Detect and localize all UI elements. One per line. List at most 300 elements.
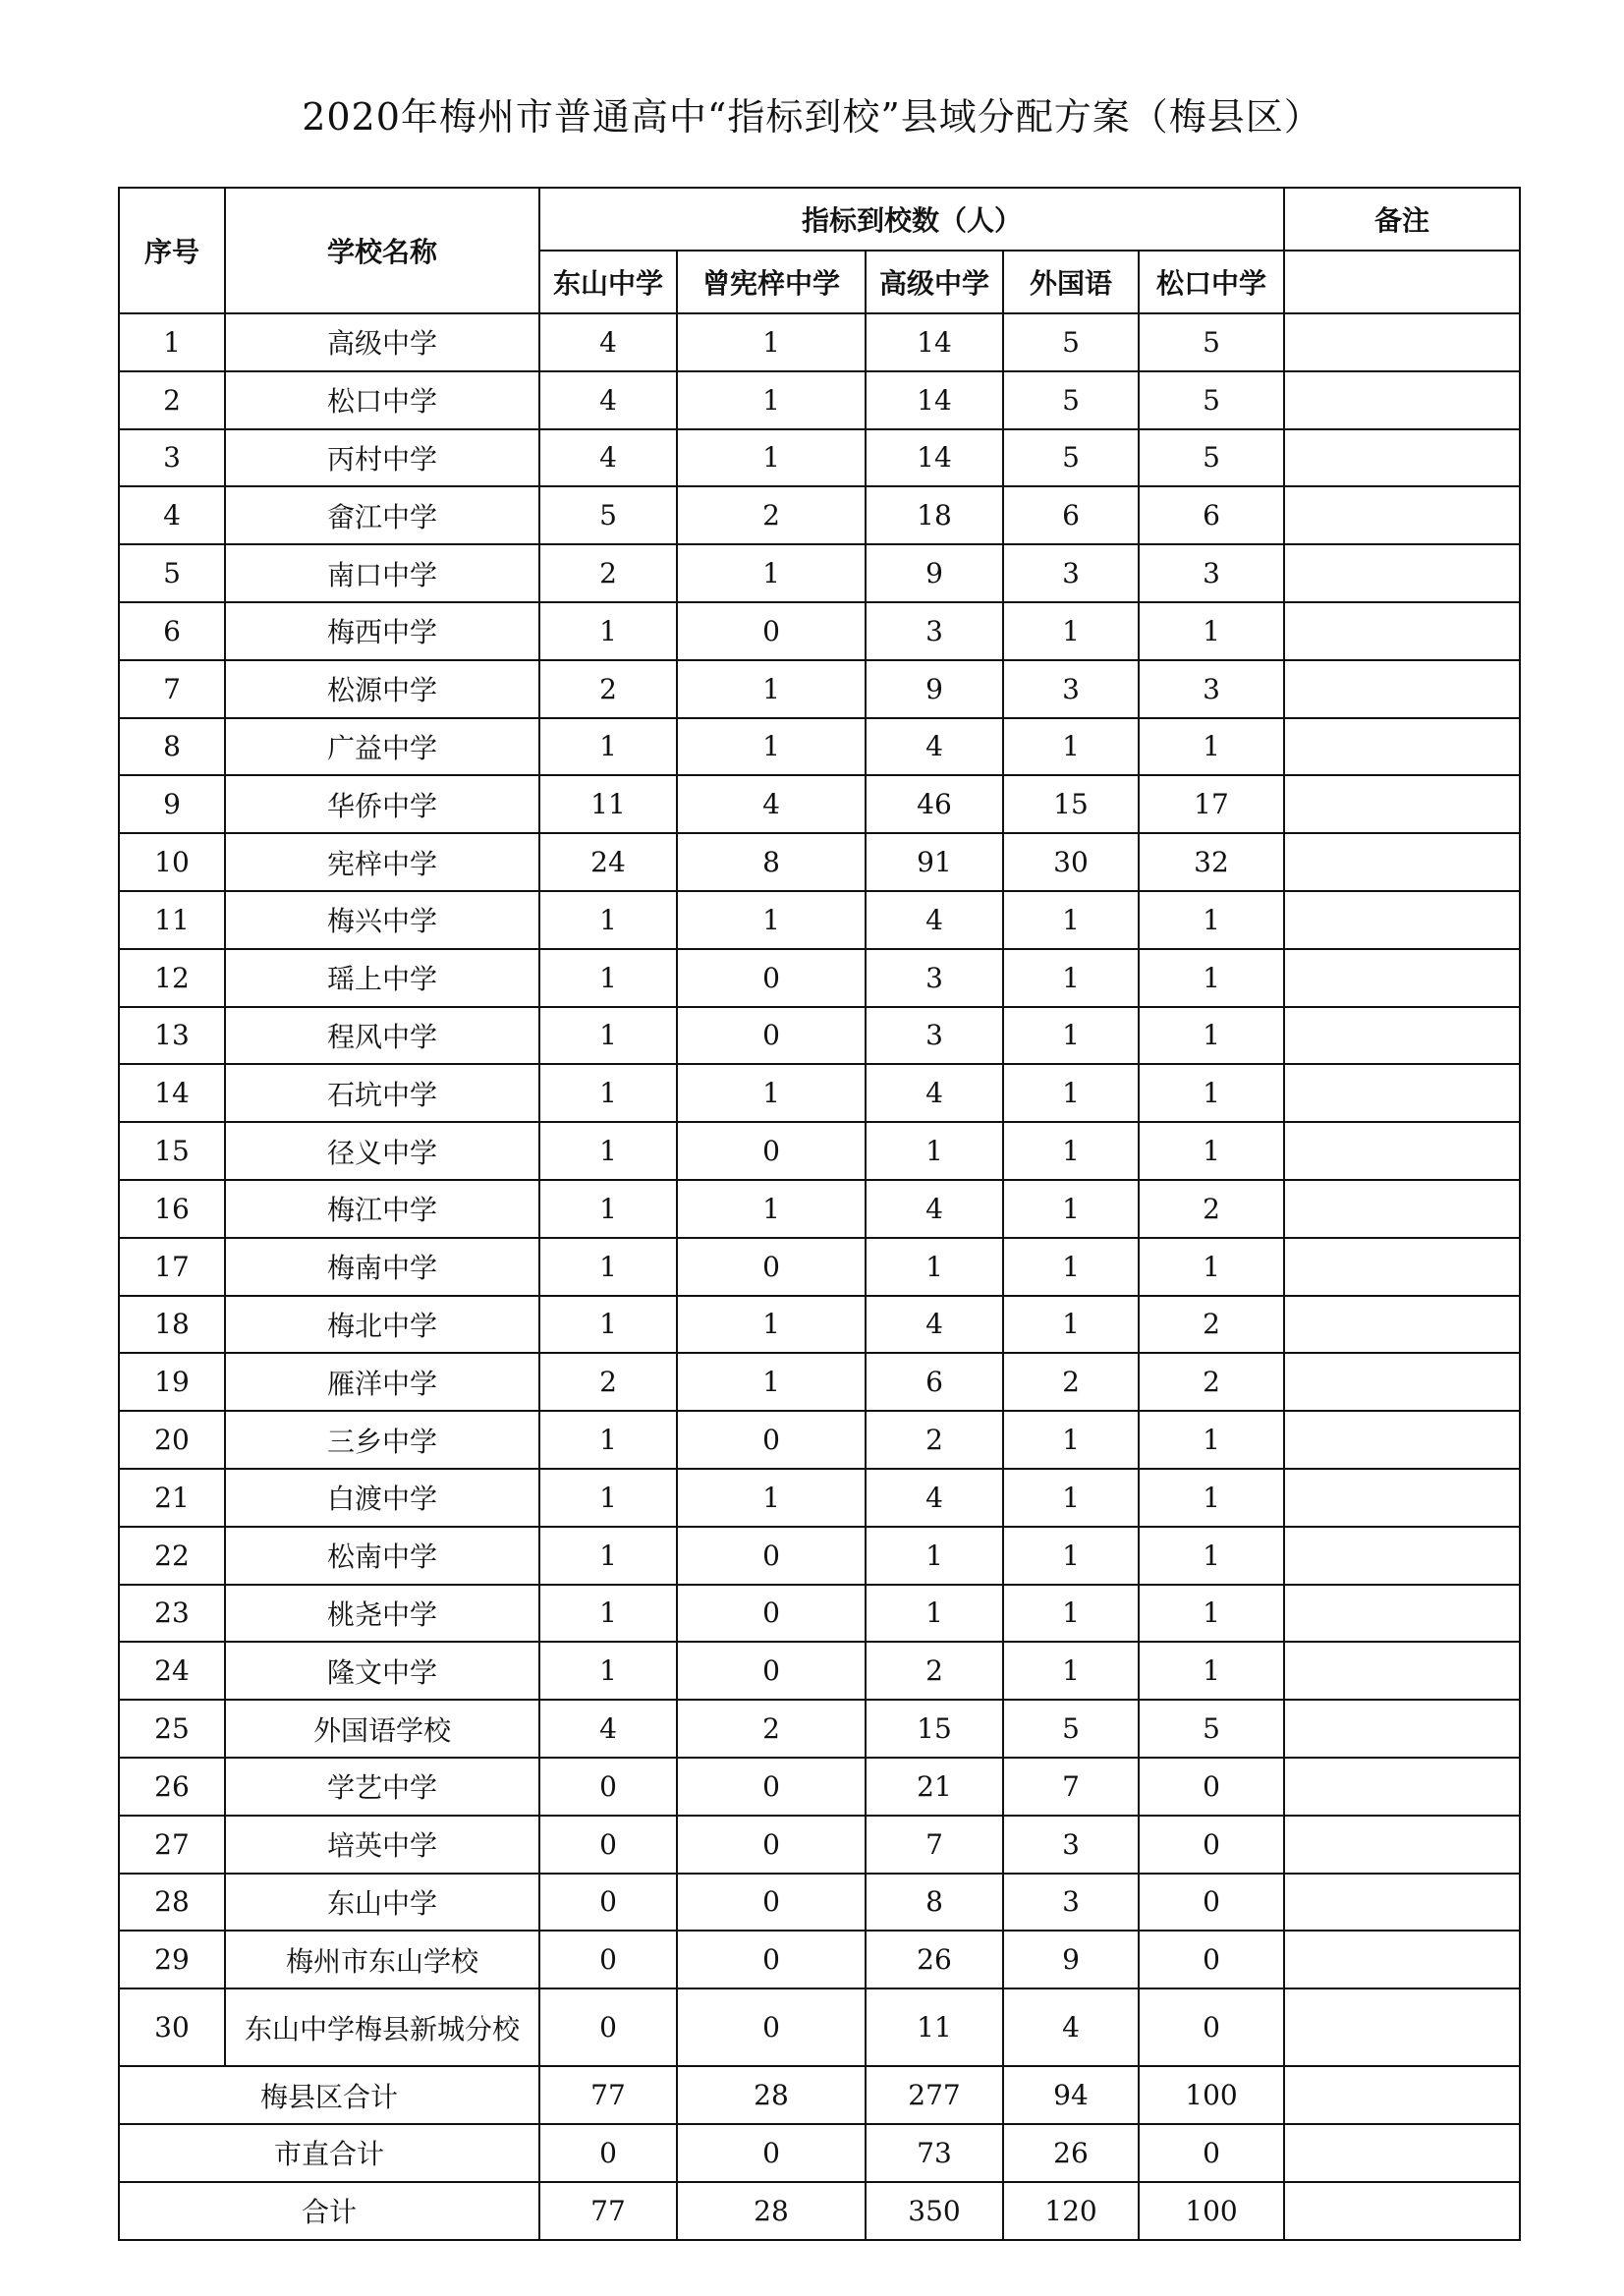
school-name-cell: 梅江中学	[225, 1180, 539, 1238]
seq-cell: 20	[119, 1411, 225, 1469]
remark-cell	[1284, 429, 1520, 487]
seq-cell: 12	[119, 949, 225, 1007]
quota-cell: 1	[1003, 1238, 1139, 1296]
header-school: 学校名称	[225, 188, 539, 313]
quota-cell: 4	[539, 429, 677, 487]
remark-cell	[1284, 2124, 1520, 2182]
quota-cell: 6	[866, 1353, 1003, 1411]
quota-cell: 0	[539, 1931, 677, 1988]
quota-cell: 5	[539, 486, 677, 544]
seq-cell: 4	[119, 486, 225, 544]
table-row	[119, 775, 1520, 833]
school-name-cell: 桃尧中学	[225, 1585, 539, 1643]
quota-cell: 1	[1003, 1180, 1139, 1238]
seq-cell: 15	[119, 1122, 225, 1180]
seq-cell: 9	[119, 775, 225, 833]
school-name-cell: 梅南中学	[225, 1238, 539, 1296]
quota-cell: 2	[539, 660, 677, 718]
total-value-cell: 0	[1139, 2124, 1284, 2182]
quota-cell: 0	[1139, 1816, 1284, 1874]
remark-cell	[1284, 1816, 1520, 1874]
quota-cell: 1	[677, 660, 866, 718]
remark-cell	[1284, 1585, 1520, 1643]
quota-cell: 11	[539, 775, 677, 833]
seq-cell: 28	[119, 1874, 225, 1932]
quota-cell: 1	[677, 371, 866, 429]
quota-cell: 1	[1003, 1296, 1139, 1354]
quota-cell: 4	[866, 1296, 1003, 1354]
quota-cell: 1	[677, 1469, 866, 1527]
table-row	[119, 833, 1520, 891]
total-label-cell: 市直合计	[119, 2124, 539, 2182]
quota-cell: 1	[1139, 1007, 1284, 1065]
quota-cell: 1	[1139, 1527, 1284, 1585]
school-name-cell: 程风中学	[225, 1007, 539, 1065]
quota-cell: 0	[677, 602, 866, 660]
remark-cell	[1284, 660, 1520, 718]
quota-cell: 0	[677, 949, 866, 1007]
school-name-cell: 畲江中学	[225, 486, 539, 544]
table-row	[119, 1238, 1520, 1296]
quota-cell: 1	[539, 891, 677, 949]
seq-cell: 22	[119, 1527, 225, 1585]
remark-cell	[1284, 1411, 1520, 1469]
seq-cell: 25	[119, 1700, 225, 1758]
quota-cell: 0	[539, 1816, 677, 1874]
total-value-cell: 94	[1003, 2066, 1139, 2124]
quota-cell: 4	[866, 891, 1003, 949]
table-row	[119, 1064, 1520, 1122]
total-value-cell: 120	[1003, 2182, 1139, 2240]
quota-cell: 26	[866, 1931, 1003, 1988]
quota-cell: 3	[1003, 1874, 1139, 1932]
table-row	[119, 1353, 1520, 1411]
header-quota-group: 指标到校数（人）	[539, 188, 1284, 251]
school-name-cell: 南口中学	[225, 544, 539, 602]
school-name-cell: 外国语学校	[225, 1700, 539, 1758]
quota-cell: 5	[1003, 429, 1139, 487]
remark-cell	[1284, 1180, 1520, 1238]
seq-cell: 18	[119, 1296, 225, 1354]
quota-cell: 24	[539, 833, 677, 891]
quota-cell: 5	[1139, 313, 1284, 371]
seq-cell: 11	[119, 891, 225, 949]
table-row	[119, 1700, 1520, 1758]
quota-cell: 91	[866, 833, 1003, 891]
remark-cell	[1284, 1064, 1520, 1122]
quota-cell: 1	[1139, 1064, 1284, 1122]
quota-cell: 1	[539, 1007, 677, 1065]
quota-cell: 0	[677, 1122, 866, 1180]
seq-cell: 1	[119, 313, 225, 371]
table-row	[119, 1296, 1520, 1354]
seq-cell: 17	[119, 1238, 225, 1296]
table-row	[119, 486, 1520, 544]
quota-cell: 2	[866, 1642, 1003, 1700]
quota-cell: 3	[1003, 1816, 1139, 1874]
seq-cell: 30	[119, 1988, 225, 2066]
quota-cell: 2	[677, 486, 866, 544]
quota-cell: 1	[1139, 1122, 1284, 1180]
remark-cell	[1284, 1988, 1520, 2066]
school-name-cell: 雁洋中学	[225, 1353, 539, 1411]
quota-cell: 1	[539, 1585, 677, 1643]
total-row	[119, 2182, 1520, 2240]
quota-cell: 1	[539, 1527, 677, 1585]
quota-cell: 1	[539, 1238, 677, 1296]
quota-cell: 1	[677, 1353, 866, 1411]
quota-cell: 2	[539, 1353, 677, 1411]
school-name-cell: 松南中学	[225, 1527, 539, 1585]
remark-cell	[1284, 1642, 1520, 1700]
seq-cell: 2	[119, 371, 225, 429]
quota-cell: 0	[1139, 1988, 1284, 2066]
quota-cell: 1	[1003, 1527, 1139, 1585]
quota-cell: 3	[1003, 544, 1139, 602]
quota-cell: 14	[866, 429, 1003, 487]
quota-cell: 4	[866, 718, 1003, 776]
quota-cell: 0	[1139, 1931, 1284, 1988]
school-name-cell: 白渡中学	[225, 1469, 539, 1527]
quota-cell: 1	[1139, 1469, 1284, 1527]
quota-cell: 5	[1003, 371, 1139, 429]
quota-cell: 1	[539, 949, 677, 1007]
allocation-table	[118, 187, 1521, 2241]
table-row	[119, 1411, 1520, 1469]
table-row	[119, 1469, 1520, 1527]
quota-cell: 2	[1139, 1180, 1284, 1238]
quota-cell: 1	[539, 1469, 677, 1527]
seq-cell: 26	[119, 1758, 225, 1816]
quota-cell: 1	[1003, 1064, 1139, 1122]
total-value-cell: 100	[1139, 2182, 1284, 2240]
remark-cell	[1284, 1874, 1520, 1932]
quota-cell: 5	[1139, 1700, 1284, 1758]
school-name-cell: 瑶上中学	[225, 949, 539, 1007]
remark-cell	[1284, 775, 1520, 833]
quota-cell: 1	[539, 1642, 677, 1700]
quota-cell: 0	[677, 1816, 866, 1874]
remark-cell	[1284, 602, 1520, 660]
table-row	[119, 718, 1520, 776]
quota-cell: 1	[1139, 602, 1284, 660]
school-name-cell: 东山中学	[225, 1874, 539, 1932]
remark-cell	[1284, 833, 1520, 891]
seq-cell: 21	[119, 1469, 225, 1527]
quota-cell: 1	[539, 1064, 677, 1122]
quota-cell: 4	[677, 775, 866, 833]
quota-cell: 46	[866, 775, 1003, 833]
remark-cell	[1284, 1007, 1520, 1065]
quota-cell: 1	[866, 1122, 1003, 1180]
total-value-cell: 277	[866, 2066, 1003, 2124]
seq-cell: 23	[119, 1585, 225, 1643]
table-row	[119, 1988, 1520, 2066]
seq-cell: 13	[119, 1007, 225, 1065]
remark-cell	[1284, 486, 1520, 544]
quota-cell: 7	[1003, 1758, 1139, 1816]
remark-cell	[1284, 718, 1520, 776]
header-col-zengxianzi: 曾宪梓中学	[677, 251, 866, 313]
remark-cell	[1284, 1700, 1520, 1758]
table-row	[119, 1758, 1520, 1816]
remark-cell	[1284, 371, 1520, 429]
total-value-cell: 28	[677, 2066, 866, 2124]
quota-cell: 5	[1139, 429, 1284, 487]
school-name-cell: 石坑中学	[225, 1064, 539, 1122]
quota-cell: 3	[1139, 660, 1284, 718]
quota-cell: 0	[1139, 1758, 1284, 1816]
total-row	[119, 2066, 1520, 2124]
remark-cell	[1284, 949, 1520, 1007]
quota-cell: 6	[1139, 486, 1284, 544]
remark-cell	[1284, 544, 1520, 602]
seq-cell: 10	[119, 833, 225, 891]
table-row	[119, 1874, 1520, 1932]
quota-cell: 9	[1003, 1931, 1139, 1988]
quota-cell: 18	[866, 486, 1003, 544]
seq-cell: 24	[119, 1642, 225, 1700]
table-row	[119, 429, 1520, 487]
school-name-cell: 学艺中学	[225, 1758, 539, 1816]
quota-cell: 15	[1003, 775, 1139, 833]
quota-cell: 1	[677, 1180, 866, 1238]
total-value-cell: 0	[677, 2124, 866, 2182]
remark-cell	[1284, 1931, 1520, 1988]
header-col-gaoji: 高级中学	[866, 251, 1003, 313]
header-col-dongshan: 东山中学	[539, 251, 677, 313]
quota-cell: 2	[677, 1700, 866, 1758]
quota-cell: 1	[1003, 1469, 1139, 1527]
header-col-songkou: 松口中学	[1139, 251, 1284, 313]
quota-cell: 4	[539, 1700, 677, 1758]
table-row	[119, 1642, 1520, 1700]
quota-cell: 1	[677, 429, 866, 487]
quota-cell: 1	[539, 1122, 677, 1180]
quota-cell: 1	[677, 718, 866, 776]
quota-cell: 4	[866, 1469, 1003, 1527]
table-row	[119, 1122, 1520, 1180]
school-name-cell: 华侨中学	[225, 775, 539, 833]
header-col-waiguoyu: 外国语	[1003, 251, 1139, 313]
quota-cell: 1	[1139, 949, 1284, 1007]
quota-cell: 1	[539, 602, 677, 660]
quota-cell: 2	[1003, 1353, 1139, 1411]
seq-cell: 8	[119, 718, 225, 776]
header-seq: 序号	[119, 188, 225, 313]
table-row	[119, 1180, 1520, 1238]
quota-cell: 3	[866, 602, 1003, 660]
quota-cell: 1	[1003, 891, 1139, 949]
seq-cell: 6	[119, 602, 225, 660]
quota-cell: 5	[1139, 371, 1284, 429]
remark-cell	[1284, 1122, 1520, 1180]
quota-cell: 0	[677, 1988, 866, 2066]
seq-cell: 3	[119, 429, 225, 487]
quota-cell: 4	[539, 313, 677, 371]
quota-cell: 1	[677, 544, 866, 602]
quota-cell: 8	[866, 1874, 1003, 1932]
total-value-cell: 77	[539, 2066, 677, 2124]
quota-cell: 2	[539, 544, 677, 602]
school-name-cell: 高级中学	[225, 313, 539, 371]
table-row	[119, 1527, 1520, 1585]
quota-cell: 15	[866, 1700, 1003, 1758]
quota-cell: 1	[1003, 949, 1139, 1007]
table-row	[119, 544, 1520, 602]
quota-cell: 0	[539, 1758, 677, 1816]
quota-cell: 1	[539, 718, 677, 776]
quota-cell: 9	[866, 660, 1003, 718]
seq-cell: 29	[119, 1931, 225, 1988]
quota-cell: 5	[1003, 1700, 1139, 1758]
seq-cell: 5	[119, 544, 225, 602]
quota-cell: 1	[1003, 602, 1139, 660]
page-title: 2020年梅州市普通高中“指标到校”县域分配方案（梅县区）	[302, 95, 1322, 139]
header-remark: 备注	[1284, 188, 1520, 251]
quota-cell: 1	[1003, 1585, 1139, 1643]
quota-cell: 4	[866, 1064, 1003, 1122]
quota-cell: 0	[677, 1758, 866, 1816]
quota-cell: 3	[1003, 660, 1139, 718]
table-row	[119, 313, 1520, 371]
table-row	[119, 660, 1520, 718]
quota-cell: 4	[1003, 1988, 1139, 2066]
seq-cell: 7	[119, 660, 225, 718]
total-value-cell: 0	[539, 2124, 677, 2182]
quota-cell: 32	[1139, 833, 1284, 891]
table-row	[119, 1816, 1520, 1874]
quota-cell: 0	[677, 1007, 866, 1065]
school-name-cell: 宪梓中学	[225, 833, 539, 891]
quota-cell: 3	[866, 949, 1003, 1007]
quota-cell: 1	[1003, 718, 1139, 776]
quota-cell: 1	[539, 1296, 677, 1354]
quota-cell: 1	[677, 891, 866, 949]
remark-cell	[1284, 1353, 1520, 1411]
table-row	[119, 891, 1520, 949]
total-label-cell: 合计	[119, 2182, 539, 2240]
school-name-cell: 隆文中学	[225, 1642, 539, 1700]
quota-cell: 8	[677, 833, 866, 891]
quota-cell: 3	[866, 1007, 1003, 1065]
table-row	[119, 949, 1520, 1007]
quota-cell: 2	[1139, 1353, 1284, 1411]
remark-cell	[1284, 1238, 1520, 1296]
table-row	[119, 371, 1520, 429]
school-name-cell: 梅西中学	[225, 602, 539, 660]
quota-cell: 1	[677, 1064, 866, 1122]
quota-cell: 1	[1003, 1122, 1139, 1180]
quota-cell: 0	[677, 1238, 866, 1296]
table-row	[119, 602, 1520, 660]
quota-cell: 1	[539, 1180, 677, 1238]
quota-cell: 7	[866, 1816, 1003, 1874]
quota-cell: 2	[1139, 1296, 1284, 1354]
total-value-cell: 77	[539, 2182, 677, 2240]
quota-cell: 1	[677, 313, 866, 371]
quota-cell: 1	[866, 1527, 1003, 1585]
remark-cell	[1284, 1469, 1520, 1527]
quota-cell: 21	[866, 1758, 1003, 1816]
remark-cell	[1284, 891, 1520, 949]
quota-cell: 1	[1139, 891, 1284, 949]
remark-cell	[1284, 2182, 1520, 2240]
total-value-cell: 28	[677, 2182, 866, 2240]
quota-cell: 0	[1139, 1874, 1284, 1932]
quota-cell: 2	[866, 1411, 1003, 1469]
school-name-cell: 梅北中学	[225, 1296, 539, 1354]
quota-cell: 1	[1139, 1411, 1284, 1469]
quota-cell: 1	[1003, 1411, 1139, 1469]
quota-cell: 0	[677, 1874, 866, 1932]
school-name-cell: 丙村中学	[225, 429, 539, 487]
quota-cell: 1	[1139, 1642, 1284, 1700]
school-name-cell: 东山中学梅县新城分校	[225, 1988, 539, 2066]
quota-cell: 0	[677, 1527, 866, 1585]
total-label-cell: 梅县区合计	[119, 2066, 539, 2124]
remark-cell	[1284, 1296, 1520, 1354]
quota-cell: 17	[1139, 775, 1284, 833]
quota-cell: 9	[866, 544, 1003, 602]
quota-cell: 30	[1003, 833, 1139, 891]
header-remark-blank	[1284, 251, 1520, 313]
quota-cell: 1	[1139, 1238, 1284, 1296]
header-row-1	[119, 188, 1520, 251]
school-name-cell: 培英中学	[225, 1816, 539, 1874]
quota-cell: 11	[866, 1988, 1003, 2066]
quota-cell: 1	[1139, 718, 1284, 776]
quota-cell: 14	[866, 313, 1003, 371]
quota-cell: 1	[866, 1585, 1003, 1643]
quota-cell: 6	[1003, 486, 1139, 544]
quota-cell: 0	[539, 1988, 677, 2066]
total-value-cell: 100	[1139, 2066, 1284, 2124]
quota-cell: 1	[866, 1238, 1003, 1296]
total-value-cell: 350	[866, 2182, 1003, 2240]
school-name-cell: 梅州市东山学校	[225, 1931, 539, 1988]
quota-cell: 0	[677, 1411, 866, 1469]
school-name-cell: 松源中学	[225, 660, 539, 718]
seq-cell: 27	[119, 1816, 225, 1874]
quota-cell: 1	[677, 1296, 866, 1354]
quota-cell: 1	[1139, 1585, 1284, 1643]
remark-cell	[1284, 1758, 1520, 1816]
school-name-cell: 梅兴中学	[225, 891, 539, 949]
total-value-cell: 73	[866, 2124, 1003, 2182]
remark-cell	[1284, 1527, 1520, 1585]
total-row	[119, 2124, 1520, 2182]
seq-cell: 19	[119, 1353, 225, 1411]
quota-cell: 1	[1003, 1642, 1139, 1700]
quota-cell: 0	[539, 1874, 677, 1932]
table-row	[119, 1585, 1520, 1643]
quota-cell: 4	[539, 371, 677, 429]
quota-cell: 4	[866, 1180, 1003, 1238]
quota-cell: 5	[1003, 313, 1139, 371]
school-name-cell: 三乡中学	[225, 1411, 539, 1469]
school-name-cell: 径义中学	[225, 1122, 539, 1180]
quota-cell: 0	[677, 1931, 866, 1988]
remark-cell	[1284, 313, 1520, 371]
school-name-cell: 广益中学	[225, 718, 539, 776]
quota-cell: 14	[866, 371, 1003, 429]
quota-cell: 0	[677, 1585, 866, 1643]
total-value-cell: 26	[1003, 2124, 1139, 2182]
seq-cell: 14	[119, 1064, 225, 1122]
school-name-cell: 松口中学	[225, 371, 539, 429]
quota-cell: 1	[539, 1411, 677, 1469]
